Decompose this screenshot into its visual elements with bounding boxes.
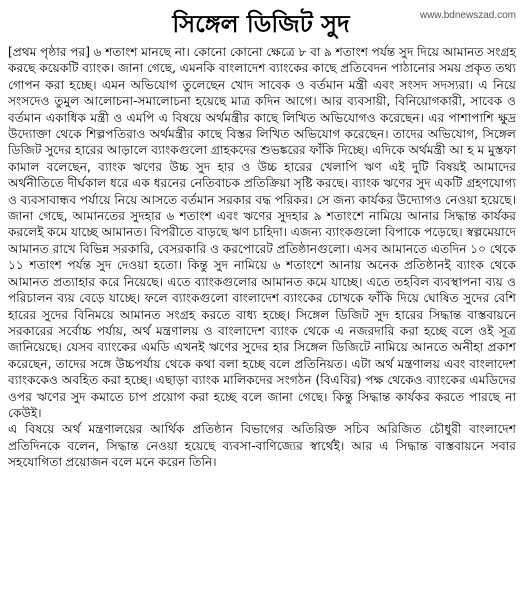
- paragraph-text: এ বিষয়ে অর্থ মন্ত্রণালয়ের আর্থিক প্রতিষ্ঠান বিভাগের অতিরিক্ত সচিব অরিজিত চৌধুরী বাংলাদেশ প্রতিদিনকে বলেন, সিদ্ধান্ত নেওয়া হয়েছে ব্যবসা-বাণিজ্যের স্বার্থেই। আর এ সিদ্ধান্ত বাস্তবায়নে সবার সহযোগিতা প্রয়োজন বলে মনে করেন তিনি।: [8, 422, 516, 470]
- article-paragraph-1: [8, 44, 516, 421]
- paragraph-text: ৬ শতাংশ মানছে না। কোনো কোনো ক্ষেত্রে ৮ বা ৯ শতাংশ পর্যন্ত সুদ দিয়ে আমানত সংগ্রহ করছে কয়েকটি ব্যাংক। জানা গেছে, এমনকি বাংলাদেশ ব্যাংকের কাছে প্রতিবেদন পাঠানোর সময় প্রকৃত তথ্য গোপন করা হচ্ছে। এমন অভিযোগ তুলেছেন খোদ সাবেক ও বর্তমান মন্ত্রী এবং সংসদ সদস্যরা। এ নিয়ে সংসদেও তুমুল আলোচনা-সমালোচনা হয়েছে মাত্র কদিন আগে। আর ব্যবসায়ী, বিনিয়োগকারী, সাবেক ও বর্তমান একাধিক মন্ত্রী ও এমপি এ বিষয়ে অর্থমন্ত্রীর কাছে লিখিত অভিযোগও করেছেন। এর পাশাপাশি ক্ষুদ্র উদ্যোক্তা থেকে শিল্পপতিরাও অর্থমন্ত্রীর কাছে বিস্তর লিখিত অভিযোগ করেছেন। তাদের অভিযোগ, সিঙ্গেল ডিজিট সুদের হারের আড়ালে ব্যাংকগুলো গ্রাহকদের শুভঙ্করের ফাঁকি দিচ্ছে। এদিকে অর্থমন্ত্রী আ হ ম মুস্তফা কামাল বলেছেন, ব্যাংক ঋণের উচ্চ সুদ হার ও উচ্চ হারের খেলাপি ঋণ এই দুটি বিষয়ই আমাদের অর্থনীতিতে দীর্ঘকাল ধরে এক ধরনের নেতিবাচক প্রতিক্রিয়া সৃষ্টি করছে। ব্যাংক ঋণের সুদ একটি গ্রহণযোগ্য ও ব্যবসাবান্ধব পর্যায়ে নিয়ে আসতে বর্তমান সরকার বদ্ধ পরিকর। সে জন্য কার্যকর উদ্যোগও নেওয়া হয়েছে। জানা গেছে, আমানতের সুদহার ৬ শতাংশ এবং ঋণের সুদহার ৯ শতাংশে নামিয়ে আনার সিদ্ধান্ত কার্যকর করলেই কমে যাচ্ছে আমানত। বিপরীতে বাড়ছে ঋণ চাহিদা। এজন্য ব্যাংকগুলো বিপাকে পড়েছে। স্বল্পমেয়াদে আমানত রাখে বিভিন্ন সরকারি, বেসরকারি ও করপোরেট প্রতিষ্ঠানগুলো। এসব আমানতে এতদিন ১০ থেকে ১১ শতাংশ পর্যন্ত সুদ দেওয়া হতো। কিন্তু সুদ নামিয়ে ৬ শতাংশে আনায় অনেক প্রতিষ্ঠানই ব্যাংক থেকে আমানত প্রত্যাহার করে নিয়েছে। এতে ব্যাংকগুলোর আমানত কমে যাচ্ছে। এতে তহবিল ব্যবস্থাপনা ব্যয় ও পরিচালন ব্যয় বেড়ে যাচ্ছে। ফলে ব্যাংকগুলো বাংলাদেশ ব্যাংকের চোখকে ফাঁকি দিয়ে ঘোষিত সুদের বেশি হারের সুদের বিনিময়ে আমানত সংগ্রহ করতে বাধ্য হচ্ছে। সিঙ্গেল ডিজিট সুদ হারের সিদ্ধান্ত বাস্তবায়নে সরকারের সর্বোচ্চ পর্যায়, অর্থ মন্ত্রণালয় ও বাংলাদেশ ব্যাংক থেকে এ নজরদারি করা হচ্ছে বলে ওই সূত্র জানিয়েছে। যেসব ব্যাংকের এমডি এখনই ঋণের সুদের হার সিঙ্গেল ডিজিটে নামিয়ে আনতে অনীহা প্রকাশ করেছেন, তাদের সঙ্গে উচ্চপর্যায় থেকে কথা বলা হচ্ছে বলে প্রতিনিয়ত। এটা অর্থ মন্ত্রণালয় এবং বাংলাদেশ ব্যাংককেও অবহিত করা হচ্ছে। এছাড়া ব্যাংক মালিকদের সংগঠন (বিএবির) পক্ষ থেকেও ব্যাংকের এমডিদের ওপর ঋণের সুদ কমাতে চাপ প্রয়োগ করা হচ্ছে বলে জানা গেছে। কিন্তু সিদ্ধান্ত কার্যকর করতে পারছে না কেউই।: [8, 45, 517, 420]
- article-body: [8, 44, 516, 471]
- article-paragraph-2: [8, 421, 516, 470]
- continued-from-tag: [প্রথম পৃষ্ঠার পর]: [8, 45, 90, 59]
- article-headline: সিঙ্গেল ডিজিট সুদ: [172, 10, 350, 38]
- site-watermark: www.bdnewszad.com: [419, 10, 516, 21]
